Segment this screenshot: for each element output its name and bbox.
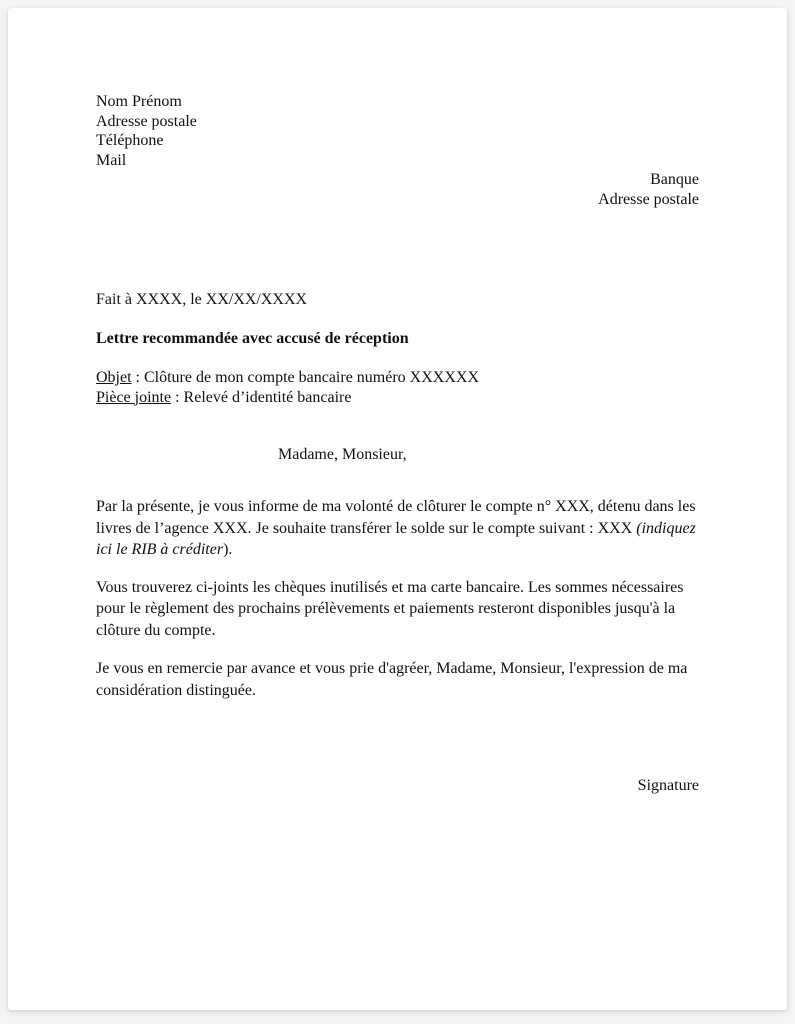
attachment-text: : Relevé d’identité bancaire bbox=[171, 388, 352, 406]
sender-phone: Téléphone bbox=[96, 132, 164, 149]
recipient-postal-address: Adresse postale bbox=[598, 190, 699, 208]
subject-text: : Clôture de mon compte bancaire numéro XXXXXX bbox=[131, 369, 480, 386]
registered-mail-notice: Lettre recommandée avec accusé de réception bbox=[96, 330, 409, 347]
body-paragraph-1 bbox=[96, 496, 699, 561]
paragraph1-closing: ). bbox=[223, 541, 233, 558]
attachment-label: Pièce jointe bbox=[96, 388, 172, 406]
recipient-bank: Banque bbox=[650, 171, 699, 188]
body-paragraph-2: Vous trouverez ci-joints les chèques inutilisés et ma carte bancaire. Les sommes nécessaires pour le règlement des prochains prélèvements et paiements resteront disponibles jusqu'à la clôture du compte. bbox=[96, 578, 684, 639]
signature-line: Signature bbox=[637, 777, 699, 794]
sender-name: Nom Prénom bbox=[96, 93, 182, 110]
letter-sheet bbox=[8, 8, 787, 1010]
recipient-address-block bbox=[96, 170, 699, 209]
subject-label: Objet bbox=[96, 369, 132, 386]
subject-line bbox=[96, 368, 699, 388]
date-place-line: Fait à XXXX, le XX/XX/XXXX bbox=[96, 291, 308, 308]
body-paragraph-3: Je vous en remercie par avance et vous prie d'agréer, Madame, Monsieur, l'expression de ma considération distinguée. bbox=[96, 660, 688, 699]
subject-attachment-block bbox=[96, 368, 699, 407]
sender-mail: Mail bbox=[96, 151, 127, 169]
salutation: Madame, Monsieur, bbox=[278, 446, 407, 463]
sender-address-block bbox=[96, 92, 699, 170]
attachment-line bbox=[96, 388, 699, 408]
paragraph1-text: Par la présente, je vous informe de ma volonté de clôturer le compte n° XXX, détenu dans les livres de l’agence XXX. Je souhaite transférer le solde sur le compte suivant : XXX bbox=[96, 498, 696, 537]
sender-postal-address: Adresse postale bbox=[96, 112, 197, 130]
paragraph1-italic-note: (indiquez ici le RIB à créditer bbox=[96, 519, 696, 558]
letter-content bbox=[8, 8, 787, 796]
